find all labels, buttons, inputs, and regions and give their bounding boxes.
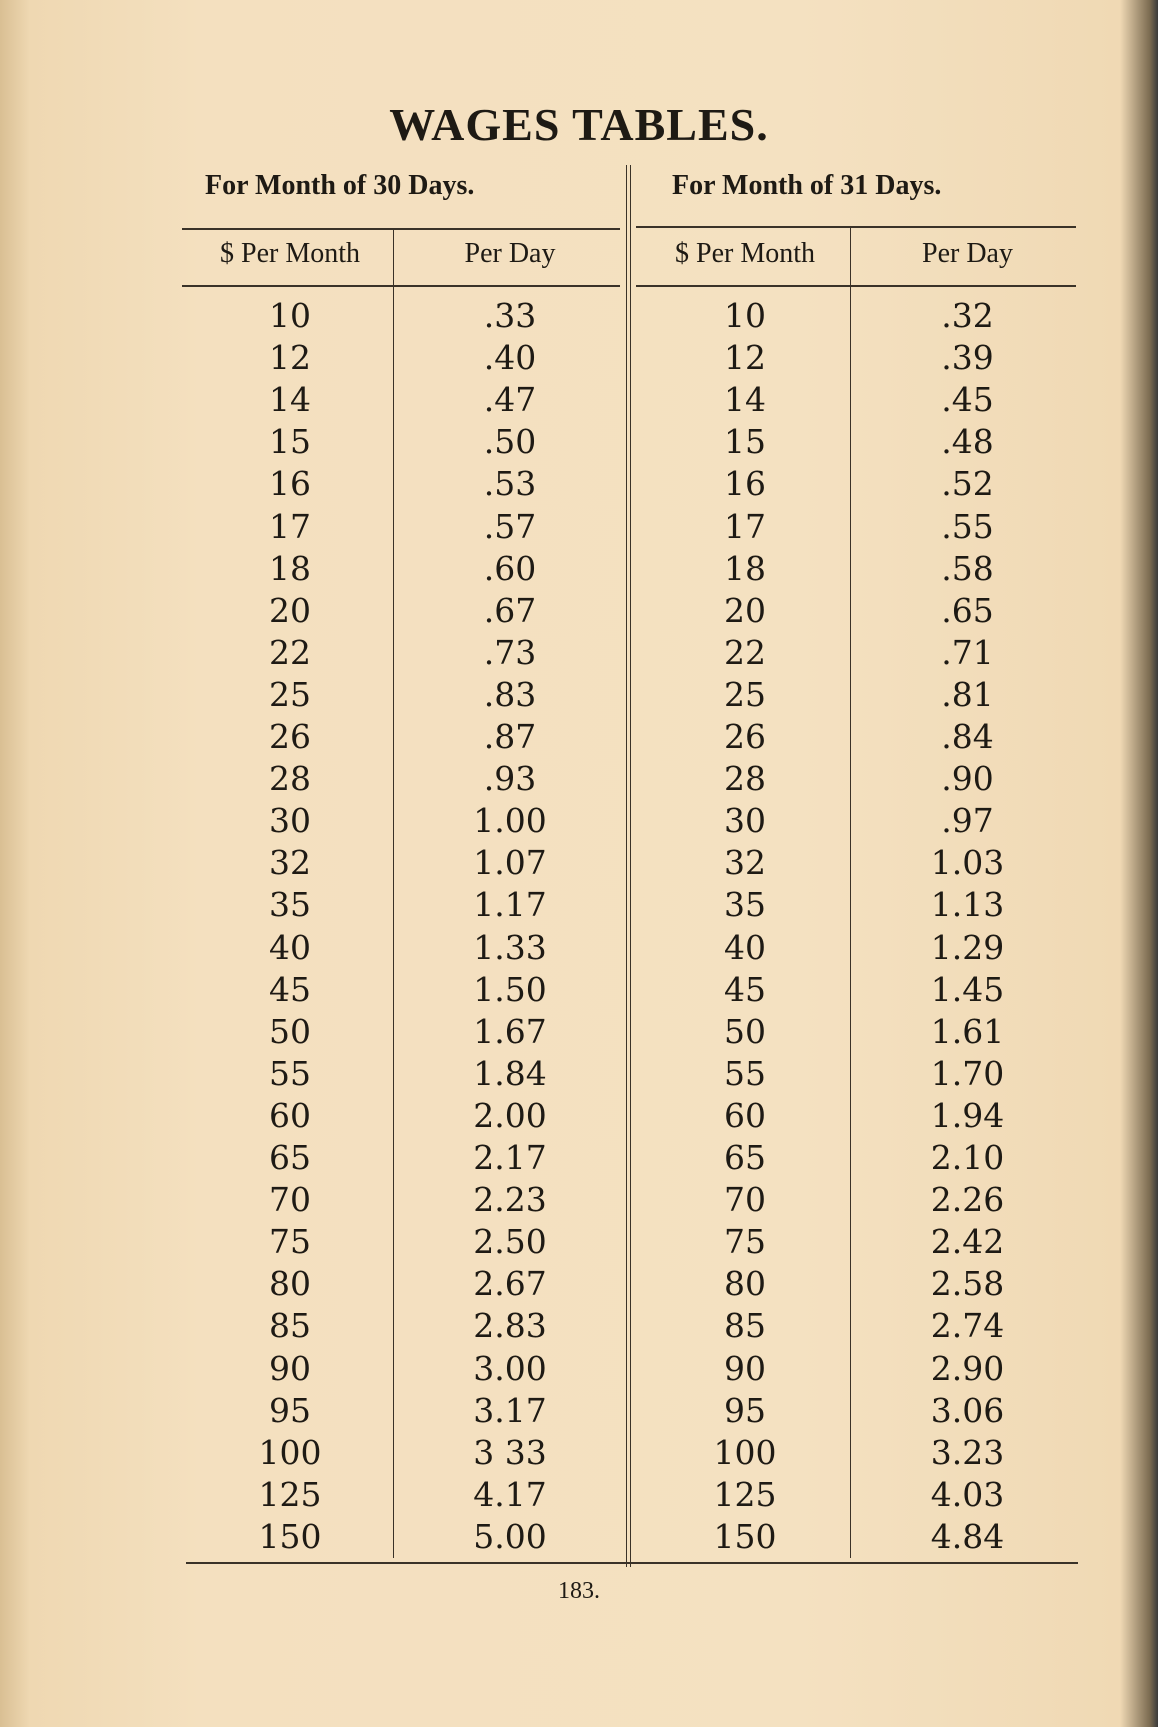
month-31-cell: 100: [713, 1432, 777, 1472]
table-row: [0, 548, 1158, 590]
month-31-cell: 18: [724, 548, 766, 588]
day-31-cell: 1.13: [930, 885, 1005, 925]
month-30-cell: 28: [269, 759, 311, 799]
month-31-cell: 55: [724, 1053, 766, 1093]
month-30-cell: 95: [269, 1390, 311, 1430]
month-30-cell: 30: [269, 801, 311, 841]
rule-top-left: [182, 228, 620, 230]
month-31-cell: 17: [724, 506, 766, 546]
month-31-cell: 150: [713, 1516, 777, 1556]
day-31-cell: 2.74: [930, 1306, 1005, 1346]
month-30-cell: 40: [269, 927, 311, 967]
day-31-cell: 1.45: [930, 969, 1005, 1009]
month-31-cell: 50: [724, 1011, 766, 1051]
month-30-cell: 15: [269, 422, 311, 462]
day-31-cell: .97: [941, 801, 994, 841]
table-row: [0, 590, 1158, 632]
table-row: [0, 337, 1158, 379]
month-30-cell: 45: [269, 969, 311, 1009]
day-31-cell: .90: [941, 759, 994, 799]
month-30-cell: 70: [269, 1180, 311, 1220]
month-31-cell: 28: [724, 759, 766, 799]
month-30-cell: 35: [269, 885, 311, 925]
month-30-cell: 12: [269, 338, 311, 378]
col-header-day-31: Per Day: [922, 238, 1013, 269]
day-30-cell: 1.07: [473, 843, 547, 883]
day-31-cell: 4.84: [930, 1516, 1005, 1556]
month-31-cell: 32: [724, 843, 766, 883]
day-30-cell: .67: [483, 590, 537, 630]
day-30-cell: 2.83: [473, 1306, 547, 1346]
col-header-month-30: $ Per Month: [220, 238, 360, 269]
month-30-cell: 25: [269, 674, 311, 714]
month-30-cell: 80: [269, 1264, 311, 1304]
month-31-cell: 22: [724, 632, 766, 672]
month-30-cell: 55: [269, 1053, 311, 1093]
header-31-days: For Month of 31 Days.: [672, 170, 942, 201]
month-31-cell: 15: [724, 422, 766, 462]
rule-bottom: [186, 1562, 1078, 1564]
day-30-cell: .83: [483, 674, 537, 714]
month-31-cell: 95: [724, 1390, 766, 1430]
rule-head-left: [182, 285, 620, 287]
month-31-cell: 75: [724, 1222, 766, 1262]
month-31-cell: 20: [724, 590, 766, 630]
day-31-cell: .39: [941, 338, 994, 378]
day-31-cell: 1.61: [930, 1011, 1005, 1051]
table-row: [0, 379, 1158, 421]
day-31-cell: .65: [941, 590, 994, 630]
day-31-cell: .55: [941, 506, 994, 546]
day-31-cell: .84: [941, 717, 994, 756]
month-31-cell: 14: [724, 380, 766, 420]
table-row: [0, 632, 1158, 674]
month-30-cell: 26: [269, 717, 311, 756]
table-row: [0, 1305, 1158, 1347]
table-row: [0, 969, 1158, 1011]
table-row: [0, 1011, 1158, 1053]
day-30-cell: 2.23: [473, 1180, 547, 1220]
page-number: 183.: [558, 1578, 600, 1604]
month-30-cell: 18: [269, 548, 311, 588]
month-30-cell: 20: [269, 590, 311, 630]
day-31-cell: .52: [941, 464, 994, 504]
month-30-cell: 100: [258, 1432, 322, 1472]
day-31-cell: 4.03: [930, 1474, 1005, 1514]
page-title: WAGES TABLES.: [389, 99, 769, 150]
table-row: [0, 295, 1158, 337]
day-31-cell: 3.23: [930, 1432, 1005, 1472]
month-31-cell: 25: [724, 674, 766, 714]
table-row: [0, 1390, 1158, 1432]
month-30-cell: 60: [269, 1095, 311, 1135]
month-31-cell: 85: [724, 1306, 766, 1346]
day-30-cell: .87: [483, 717, 537, 756]
month-31-cell: 26: [724, 717, 766, 756]
day-30-cell: 1.17: [473, 885, 547, 925]
month-31-cell: 90: [724, 1348, 766, 1388]
day-30-cell: 3 33: [473, 1432, 547, 1472]
day-30-cell: 2.50: [473, 1222, 547, 1262]
month-30-cell: 50: [269, 1011, 311, 1051]
table-row: [0, 1474, 1158, 1516]
day-30-cell: 3.17: [473, 1390, 547, 1430]
day-30-cell: .47: [483, 380, 537, 420]
table-row: [0, 1516, 1158, 1558]
day-30-cell: 2.00: [473, 1095, 547, 1135]
day-31-cell: 1.29: [930, 927, 1005, 967]
month-31-cell: 70: [724, 1180, 766, 1220]
day-30-cell: 1.84: [473, 1053, 547, 1093]
month-31-cell: 45: [724, 969, 766, 1009]
month-31-cell: 80: [724, 1264, 766, 1304]
day-31-cell: 2.26: [930, 1180, 1005, 1220]
month-30-cell: 65: [269, 1138, 311, 1177]
day-31-cell: 2.58: [930, 1264, 1005, 1304]
month-30-cell: 17: [269, 506, 311, 546]
table-row: [0, 506, 1158, 548]
day-30-cell: .40: [483, 338, 537, 378]
table-row: [0, 842, 1158, 884]
day-30-cell: .53: [483, 464, 537, 504]
day-30-cell: 5.00: [473, 1516, 547, 1556]
day-30-cell: 2.17: [473, 1138, 547, 1177]
month-31-cell: 30: [724, 801, 766, 841]
table-row: [0, 463, 1158, 505]
day-30-cell: .73: [483, 632, 537, 672]
day-31-cell: 2.42: [930, 1222, 1005, 1262]
month-31-cell: 40: [724, 927, 766, 967]
day-31-cell: .48: [941, 422, 994, 462]
month-31-cell: 16: [724, 464, 766, 504]
month-30-cell: 90: [269, 1348, 311, 1388]
day-30-cell: .50: [483, 422, 537, 462]
table-row: [0, 758, 1158, 800]
table-row: [0, 1137, 1158, 1179]
month-30-cell: 85: [269, 1306, 311, 1346]
day-31-cell: .45: [941, 380, 994, 420]
table-row: [0, 884, 1158, 926]
day-31-cell: 1.94: [930, 1095, 1005, 1135]
day-30-cell: .60: [483, 548, 537, 588]
table-row: [0, 421, 1158, 463]
month-30-cell: 32: [269, 843, 311, 883]
day-31-cell: .71: [941, 632, 994, 672]
day-31-cell: .32: [941, 296, 994, 335]
rule-top-right: [636, 226, 1076, 228]
month-30-cell: 14: [269, 380, 311, 420]
table-row: [0, 800, 1158, 842]
table-row: [0, 674, 1158, 716]
table-row: [0, 1263, 1158, 1305]
month-30-cell: 10: [269, 296, 311, 335]
table-row: [0, 1221, 1158, 1263]
day-31-cell: 1.03: [930, 843, 1005, 883]
table-row: [0, 1348, 1158, 1390]
month-31-cell: 35: [724, 885, 766, 925]
day-30-cell: .57: [483, 506, 537, 546]
table-row: [0, 1179, 1158, 1221]
month-31-cell: 10: [724, 296, 766, 335]
month-31-cell: 125: [713, 1474, 777, 1514]
day-31-cell: .58: [941, 548, 994, 588]
day-30-cell: .93: [483, 759, 537, 799]
month-31-cell: 12: [724, 338, 766, 378]
day-31-cell: 3.06: [930, 1390, 1005, 1430]
col-header-day-30: Per Day: [464, 238, 556, 269]
table-row: [0, 1095, 1158, 1137]
col-header-month-31: $ Per Month: [675, 238, 815, 269]
day-30-cell: 1.00: [473, 801, 547, 841]
day-31-cell: .81: [941, 674, 994, 714]
table-row: [0, 716, 1158, 758]
month-31-cell: 60: [724, 1095, 766, 1135]
month-30-cell: 16: [269, 464, 311, 504]
month-31-cell: 65: [724, 1138, 766, 1177]
table-row: [0, 1053, 1158, 1095]
day-31-cell: 1.70: [930, 1053, 1005, 1093]
day-30-cell: 4.17: [473, 1474, 547, 1514]
day-31-cell: 2.10: [930, 1138, 1005, 1177]
rule-head-right: [636, 285, 1076, 287]
table-row: [0, 1432, 1158, 1474]
day-30-cell: .33: [483, 296, 537, 335]
month-30-cell: 150: [258, 1516, 322, 1556]
day-30-cell: 2.67: [473, 1264, 547, 1304]
month-30-cell: 125: [258, 1474, 322, 1514]
month-30-cell: 75: [269, 1222, 311, 1262]
month-30-cell: 22: [269, 632, 311, 672]
day-31-cell: 2.90: [930, 1348, 1005, 1388]
day-30-cell: 3.00: [473, 1348, 547, 1388]
day-30-cell: 1.67: [473, 1011, 547, 1051]
day-30-cell: 1.50: [473, 969, 547, 1009]
day-30-cell: 1.33: [473, 927, 547, 967]
header-30-days: For Month of 30 Days.: [205, 170, 475, 201]
table-row: [0, 927, 1158, 969]
